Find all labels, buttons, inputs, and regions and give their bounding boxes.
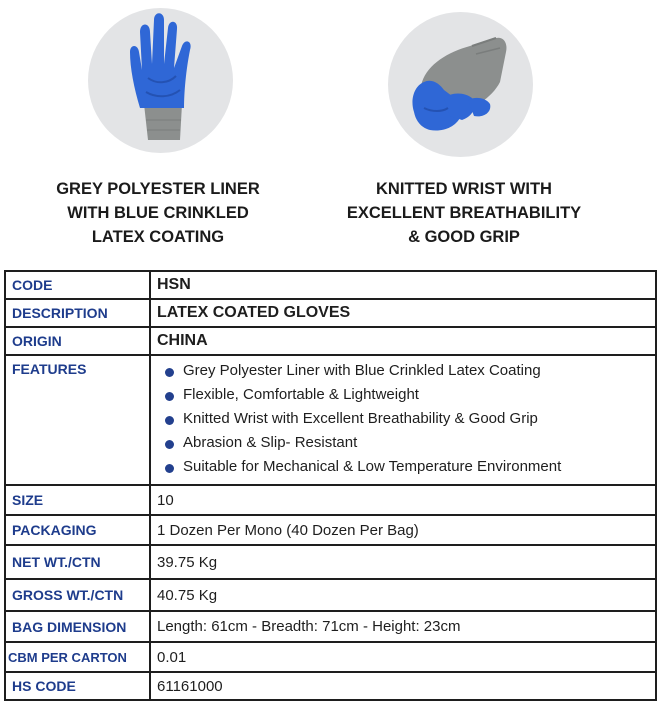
- spec-label: ORIGIN: [5, 327, 150, 355]
- feature-item: Flexible, Comfortable & Lightweight: [163, 383, 655, 407]
- spec-row-origin: [5, 327, 656, 355]
- image-circle-background: [88, 8, 233, 153]
- spec-value: 40.75 Kg: [150, 579, 656, 611]
- spec-row-code: [5, 271, 656, 299]
- spec-value: 10: [150, 485, 656, 515]
- spec-value: 61161000: [150, 672, 656, 700]
- spec-label: CBM PER CARTON: [5, 642, 150, 672]
- spec-label: HS CODE: [5, 672, 150, 700]
- feature-item: Knitted Wrist with Excellent Breathability & Good Grip: [163, 407, 655, 431]
- spec-label: GROSS WT./CTN: [5, 579, 150, 611]
- caption-line: EXCELLENT BREATHABILITY: [346, 204, 582, 222]
- product-images-section: [0, 0, 657, 262]
- spec-row-packaging: [5, 515, 656, 545]
- spec-value: CHINA: [150, 327, 656, 355]
- feature-item: Suitable for Mechanical & Low Temperature Environment: [163, 455, 655, 479]
- spec-value: Length: 61cm - Breadth: 71cm - Height: 23cm: [150, 611, 656, 642]
- features-list: [151, 356, 655, 479]
- spec-label: CODE: [5, 271, 150, 299]
- spec-label: SIZE: [5, 485, 150, 515]
- spec-row-net-weight: [5, 545, 656, 579]
- spec-label: DESCRIPTION: [5, 299, 150, 327]
- spec-value: HSN: [150, 271, 656, 299]
- spec-row-hs-code: [5, 672, 656, 700]
- spec-value: 0.01: [150, 642, 656, 672]
- spec-label: FEATURES: [5, 355, 150, 485]
- caption-line: & GOOD GRIP: [408, 228, 520, 246]
- spec-label: PACKAGING: [5, 515, 150, 545]
- caption-line: WITH BLUE CRINKLED: [67, 204, 249, 222]
- product-caption-right: [314, 177, 614, 249]
- caption-line: KNITTED WRIST WITH: [376, 180, 552, 198]
- spec-row-features: [5, 355, 656, 485]
- spec-table: [4, 270, 657, 701]
- feature-item: Grey Polyester Liner with Blue Crinkled Latex Coating: [163, 359, 655, 383]
- spec-value: [150, 355, 656, 485]
- spec-value: 1 Dozen Per Mono (40 Dozen Per Bag): [150, 515, 656, 545]
- caption-line: LATEX COATING: [91, 228, 225, 246]
- spec-row-cbm: [5, 642, 656, 672]
- image-circle-background: [388, 12, 533, 157]
- glove-side-image: [388, 12, 533, 157]
- spec-row-bag-dimension: [5, 611, 656, 642]
- spec-value: 39.75 Kg: [150, 545, 656, 579]
- spec-row-size: [5, 485, 656, 515]
- feature-item: Abrasion & Slip- Resistant: [163, 431, 655, 455]
- spec-row-description: [5, 299, 656, 327]
- glove-palm-image: [88, 8, 233, 153]
- spec-label: NET WT./CTN: [5, 545, 150, 579]
- spec-row-gross-weight: [5, 579, 656, 611]
- product-caption-left: [8, 177, 308, 249]
- caption-line: GREY POLYESTER LINER: [56, 180, 260, 198]
- spec-value: LATEX COATED GLOVES: [150, 299, 656, 327]
- spec-label: BAG DIMENSION: [5, 611, 150, 642]
